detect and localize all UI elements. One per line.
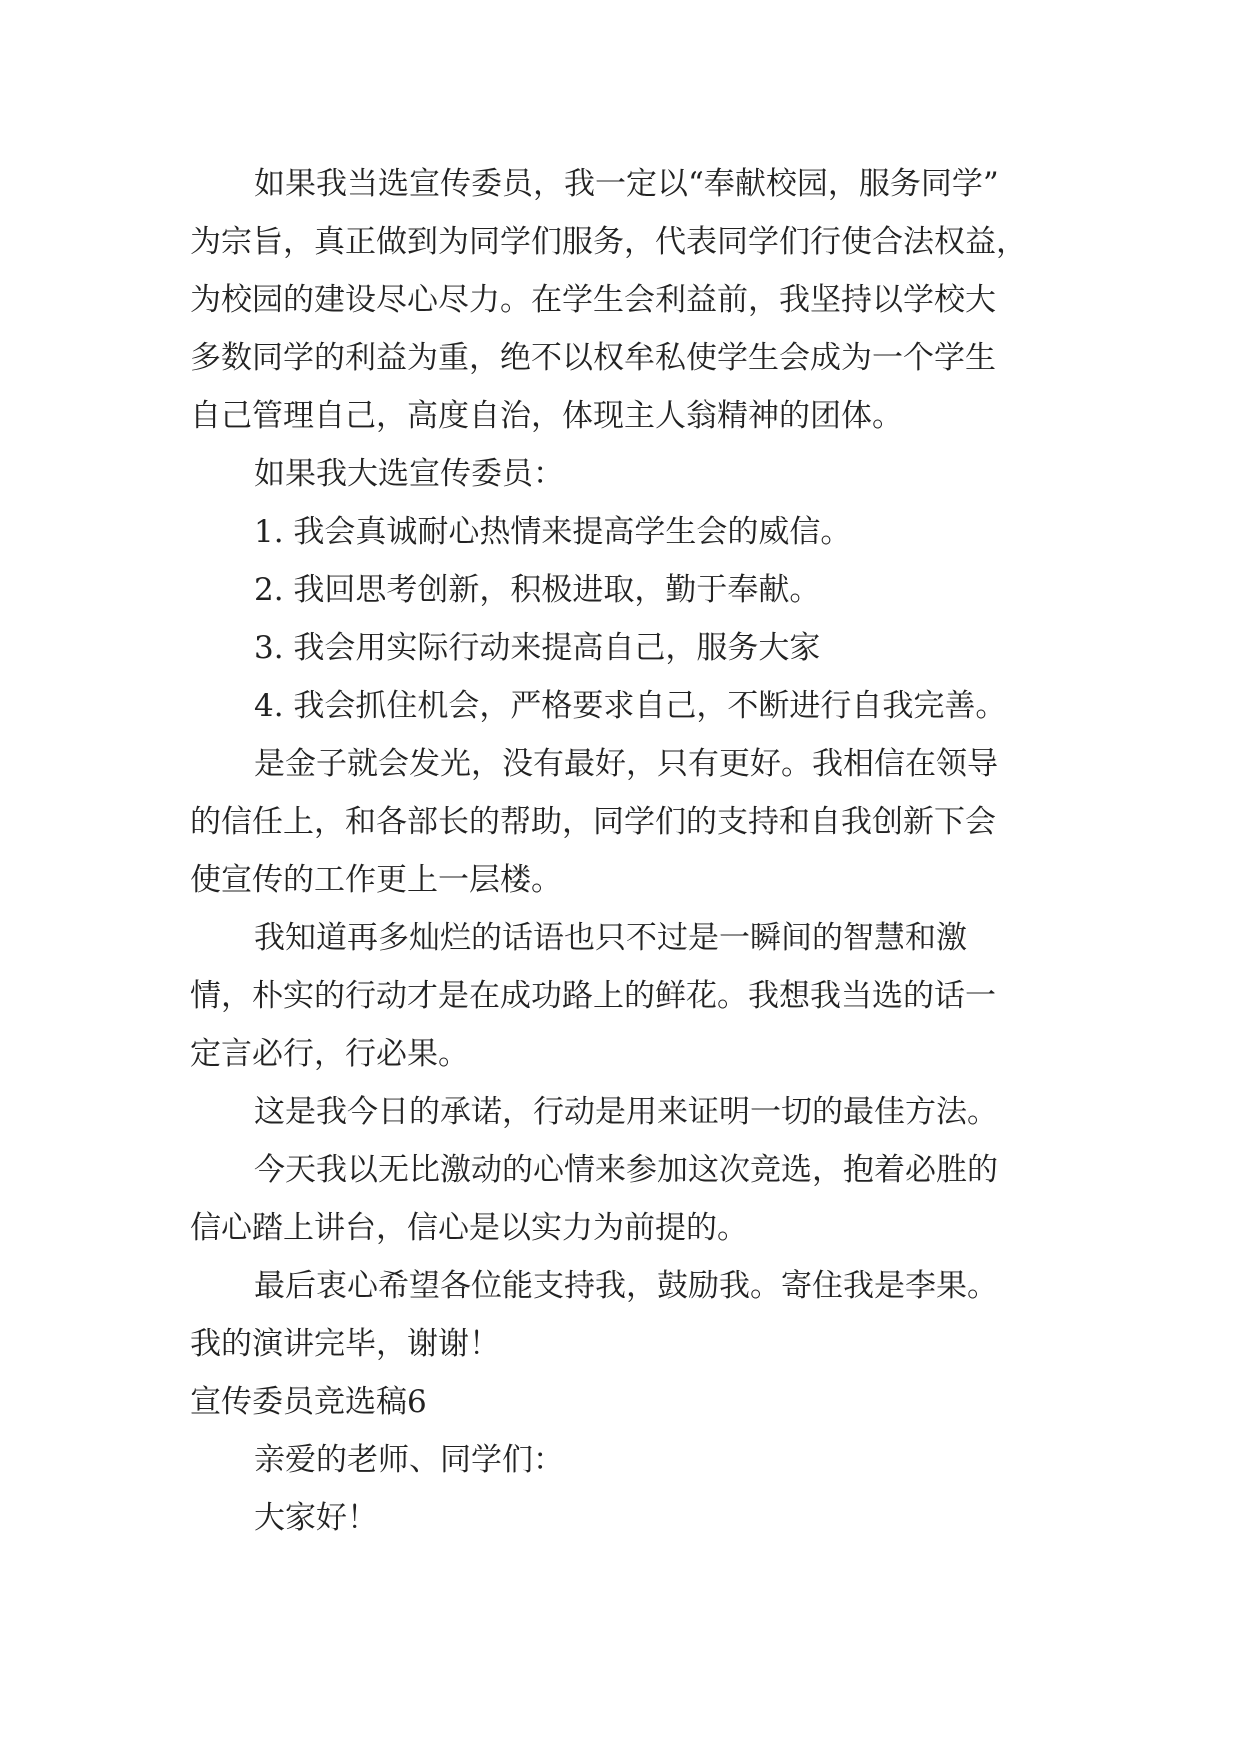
list-item: 3. 我会用实际行动来提高自己，服务大家 <box>254 630 821 666</box>
paragraph-line: 自己管理自己，高度自治，体现主人翁精神的团体。 <box>190 398 903 434</box>
paragraph-line: 我知道再多灿烂的话语也只不过是一瞬间的智慧和激 <box>254 920 967 956</box>
paragraph-line: 是金子就会发光，没有最好，只有更好。我相信在领导 <box>254 746 998 782</box>
paragraph-line: 信心踏上讲台，信心是以实力为前提的。 <box>190 1210 748 1246</box>
list-item: 2. 我回思考创新，积极进取，勤于奉献。 <box>254 572 821 608</box>
list-item: 4. 我会抓住机会，严格要求自己，不断进行自我完善。 <box>254 688 1007 724</box>
salutation: 亲爱的老师、同学们： <box>254 1442 564 1478</box>
paragraph-line: 最后衷心希望各位能支持我，鼓励我。寄住我是李果。 <box>254 1268 998 1304</box>
paragraph-line: 使宣传的工作更上一层楼。 <box>190 862 562 898</box>
paragraph-line: 多数同学的利益为重，绝不以权牟私使学生会成为一个学生 <box>190 340 996 376</box>
paragraph-line: 这是我今日的承诺，行动是用来证明一切的最佳方法。 <box>254 1094 998 1130</box>
paragraph-line: 我的演讲完毕，谢谢！ <box>190 1326 500 1362</box>
paragraph-line: 如果我大选宣传委员： <box>254 456 564 492</box>
paragraph-line: 的信任上，和各部长的帮助，同学们的支持和自我创新下会 <box>190 804 996 840</box>
greeting: 大家好！ <box>254 1500 378 1536</box>
paragraph-line: 为校园的建设尽心尽力。在学生会利益前，我坚持以学校大 <box>190 282 996 318</box>
paragraph-line: 今天我以无比激动的心情来参加这次竞选，抱着必胜的 <box>254 1152 998 1188</box>
paragraph-line: 如果我当选宣传委员，我一定以“奉献校园，服务同学” <box>254 166 999 202</box>
paragraph-line: 情，朴实的行动才是在成功路上的鲜花。我想我当选的话一 <box>190 978 996 1014</box>
list-item: 1. 我会真诚耐心热情来提高学生会的威信。 <box>254 514 852 550</box>
paragraph-line: 定言必行，行必果。 <box>190 1036 469 1072</box>
document-body <box>190 155 1070 1547</box>
paragraph-line: 为宗旨，真正做到为同学们服务，代表同学们行使合法权益， <box>190 224 1027 260</box>
section-heading: 宣传委员竞选稿6 <box>190 1384 427 1420</box>
